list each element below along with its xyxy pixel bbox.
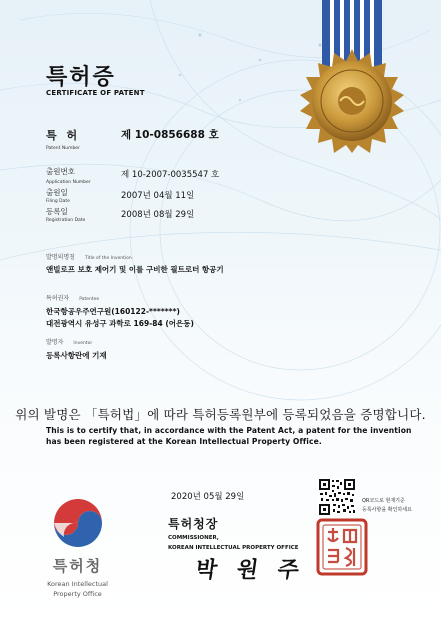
patentee-label-ko: 특허권자 bbox=[46, 295, 70, 302]
patent-number-value: 제 10-0856688 호 bbox=[121, 129, 219, 141]
kipo-taegeuk-logo-icon bbox=[50, 495, 106, 551]
patent-number-label-en: Patent Number bbox=[46, 146, 80, 151]
invention-title-value: 앤빌로프 보호 제어기 및 이를 구비한 필트로터 항공기 bbox=[46, 265, 224, 274]
qr-code-icon[interactable] bbox=[318, 478, 356, 516]
certificate-subtitle: CERTIFICATE OF PATENT bbox=[46, 89, 145, 97]
qr-note-line1: QR코드로 현재기준 bbox=[362, 498, 405, 504]
gold-seal-medal-icon bbox=[298, 47, 406, 155]
application-number-label-en: Application Number bbox=[46, 180, 91, 185]
filing-date-value: 2007년 04월 11일 bbox=[121, 191, 195, 201]
qr-note-line2: 등록사항을 확인하세요 bbox=[362, 507, 412, 513]
patentee-label-en: Patentee bbox=[79, 297, 100, 302]
commissioner-title: 특허청장 bbox=[168, 517, 219, 531]
kipo-logo-en-line1: Korean Intellectual bbox=[47, 580, 108, 588]
issue-date: 2020년 05월 29일 bbox=[171, 492, 245, 502]
inventor-label-ko: 발명자 bbox=[46, 339, 64, 346]
application-number-value: 제 10-2007-0035547 호 bbox=[121, 170, 220, 180]
invention-title-label-en: Title of the Invention bbox=[84, 256, 132, 261]
commissioner-signature: 박 원 주 bbox=[193, 557, 307, 583]
patentee-label bbox=[46, 293, 99, 302]
certification-statement-ko: 위의 발명은 「특허법」에 따라 특허등록원부에 등록되었음을 증명합니다. bbox=[15, 407, 426, 422]
patent-number-label: 특 허 bbox=[46, 129, 81, 142]
invention-title-label bbox=[46, 252, 132, 261]
patentee-address: 대전광역시 유성구 과학로 169-84 (어은동) bbox=[46, 319, 194, 328]
kipo-logo-en-line2: Property Office bbox=[53, 590, 102, 598]
official-seal-stamp-icon bbox=[316, 518, 368, 576]
filing-date-label: 출원일 bbox=[46, 188, 68, 197]
commissioner-en-line2: KOREAN INTELLECTUAL PROPERTY OFFICE bbox=[168, 545, 299, 551]
inventor-label-en: Inventor bbox=[73, 341, 93, 346]
invention-title-label-ko: 발명의명칭 bbox=[46, 254, 75, 261]
patentee-name: 한국항공우주연구원(160122-*******) bbox=[46, 307, 180, 316]
application-number-label: 출원번호 bbox=[46, 167, 75, 176]
certification-statement-en-line1: This is to certify that, in accordance with the Patent Act, a patent for the invention bbox=[46, 426, 412, 435]
commissioner-en-line1: COMMISSIONER, bbox=[168, 535, 219, 541]
inventor-label bbox=[46, 337, 92, 346]
inventor-value: 등록사항란에 기재 bbox=[46, 351, 107, 360]
registration-date-label: 등록일 bbox=[46, 207, 68, 216]
certification-statement-en-line2: has been registered at the Korean Intellectual Property Office. bbox=[46, 437, 322, 446]
registration-date-value: 2008년 08월 29일 bbox=[121, 210, 195, 220]
filing-date-label-en: Filing Date bbox=[46, 199, 70, 204]
kipo-logo-text: 특허청 bbox=[52, 557, 103, 575]
certificate-title: 특허증 bbox=[46, 65, 116, 90]
registration-date-label-en: Registration Date bbox=[46, 218, 86, 223]
